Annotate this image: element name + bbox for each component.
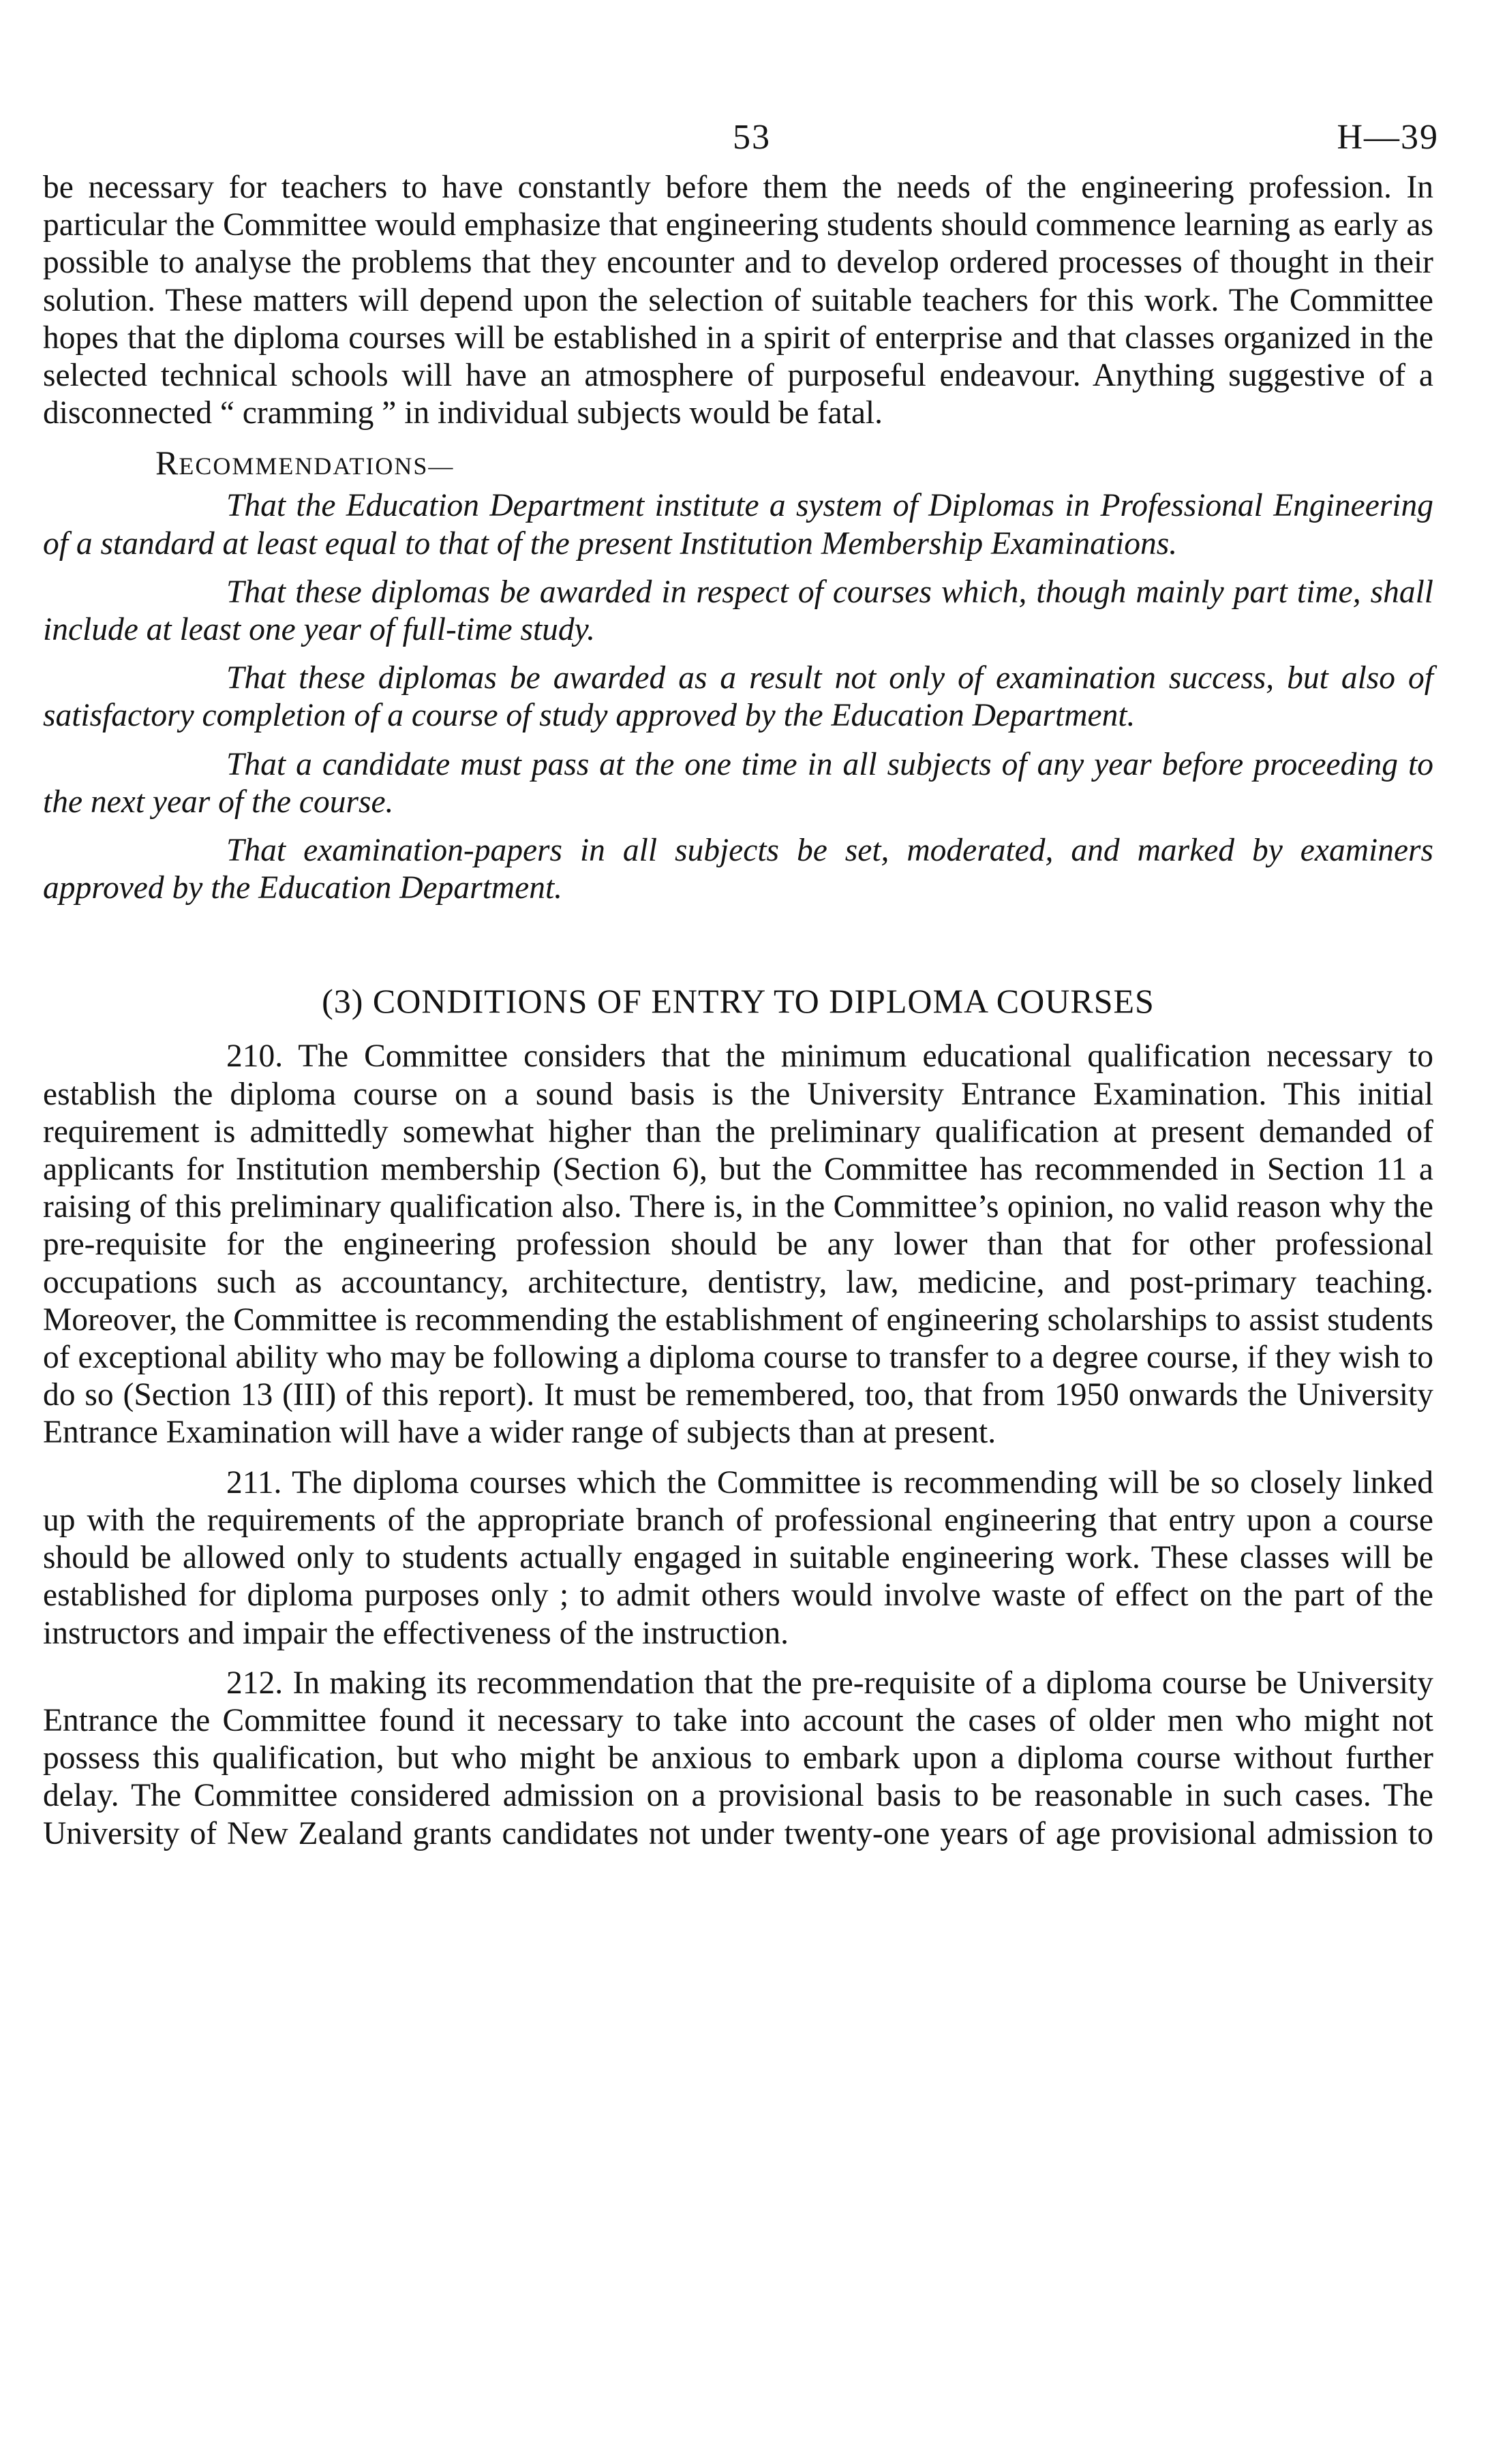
document-code: H—39 [1337,118,1439,157]
page-number: 53 [733,118,771,157]
recommendation-item: That these diplomas be awarded in respect of courses which, though mainly part time, shall include at least one year of full-time study. [43,574,1433,648]
numbered-paragraph-210: 210. The Committee considers that the minimum educational qualification necessary to establish the diploma course on a sound basis is the University Entrance Examination. This initial requirement is admittedly somewhat higher than the preliminary qualification at present demanded of applicants for Institution membership (Section 6), but the Committee has recommended in Section 11 a raising of this preliminary qualification also. There is, in the Committee’s opinion, no valid reason why the pre-requisite for the engineering profession should be any lower than that for other professional occupations such as accountancy, architecture, dentistry, law, medicine, and post-primary teaching. Moreover, the Committee is recommending the establishment of engineering scholarships to assist students of exceptional ability who may be following a diploma course to transfer to a degree course, if they wish to do so (Section 13 (III) of this report). It must be remembered, too, that from 1950 onwards the University Entrance Examination will have a wider range of subjects than at present. [43,1038,1433,1451]
recommendations-heading-rest: ECOMMENDATIONS— [179,452,455,480]
page-header [0,117,1507,165]
recommendations-list [43,487,1433,907]
recommendations-heading [43,444,1433,484]
recommendations-heading-initial: R [155,444,179,482]
numbered-paragraph-212: 212. In making its recommendation that the pre-requisite of a diploma course be University Entrance the Committee found it necessary to take into account the cases of older men who might not possess this qualification, but who might be anxious to embark upon a diploma course without further delay. The Committee considered admission on a provisional basis to be reasonable in such cases. The University of New Zealand grants candidates not under twenty-one years of age provisional admission to [43,1665,1433,1851]
numbered-paragraph-211: 211. The diploma courses which the Committee is recommending will be so closely linked up with the requirements of the appropriate branch of professional engineering that entry upon a course should be allowed only to students actually engaged in suitable engineering work. These classes will be established for diploma purposes only ; to admit others would involve waste of effect on the part of the instructors and impair the effectiveness of the instruction. [43,1464,1433,1651]
recommendation-item: That the Education Department institute a system of Diplomas in Professional Engineering of a standard at least equal to that of the present Institution Membership Examinations. [43,488,1433,561]
page-body [43,169,1433,1865]
recommendation-item: That these diplomas be awarded as a result not only of examination success, but also of satisfactory completion of a course of study approved by the Education Department. [43,660,1433,734]
section-heading: (3) CONDITIONS OF ENTRY TO DIPLOMA COURSES [322,982,1155,1021]
recommendation-item: That examination-papers in all subjects be set, moderated, and marked by examiners approved by the Education Department. [43,833,1433,906]
recommendation-item: That a candidate must pass at the one time in all subjects of any year before proceeding to the next year of the course. [43,746,1433,820]
continued-paragraph: be necessary for teachers to have constantly before them the needs of the engineering profession. In particular the Committee would emphasize that engineering students should commence learning as early as possible to analyse the problems that they encounter and to develop ordered processes of thought in their solution. These matters will depend upon the selection of suitable teachers for this work. The Committee hopes that the diploma courses will be established in a spirit of enterprise and that classes organized in the selected technical schools will have an atmosphere of purposeful endeavour. Anything suggestive of a disconnected “ cramming ” in individual subjects would be fatal. [43,170,1433,431]
